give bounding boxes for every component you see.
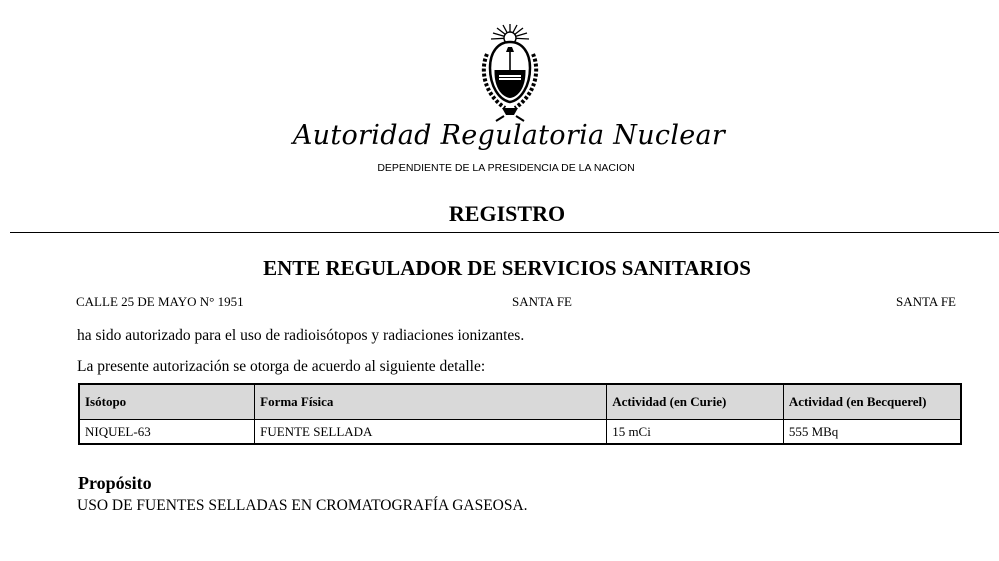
document-title: REGISTRO [448, 201, 566, 226]
column-header-isotope: Isótopo [79, 384, 255, 420]
holder-province: SANTA FE [896, 294, 956, 309]
column-header-activity-curie: Actividad (en Curie) [607, 384, 784, 420]
table-header-row [79, 384, 961, 420]
holder-name: ENTE REGULADOR DE SERVICIOS SANITARIOS [263, 256, 751, 280]
agency-name: Autoridad Regulatoria Nuclear [292, 120, 726, 151]
argentine-coat-of-arms-icon [472, 22, 548, 122]
table-row [79, 420, 961, 445]
purpose-text: USO DE FUENTES SELLADAS EN CROMATOGRAFÍA GASEOSA. [77, 497, 528, 514]
cell-physical-form: FUENTE SELLADA [255, 420, 607, 445]
title-divider [10, 232, 999, 233]
agency-subtitle: DEPENDIENTE DE LA PRESIDENCIA DE LA NACION [377, 162, 635, 174]
column-header-physical-form: Forma Física [255, 384, 607, 420]
cell-isotope: NIQUEL-63 [79, 420, 255, 445]
authorization-text: ha sido autorizado para el uso de radioisótopos y radiaciones ionizantes. [77, 327, 525, 344]
cell-activity-becquerel: 555 MBq [783, 420, 961, 445]
cell-activity-curie: 15 mCi [607, 420, 784, 445]
holder-street: CALLE 25 DE MAYO N° 1951 [76, 294, 244, 309]
purpose-heading: Propósito [78, 473, 152, 493]
detail-intro: La presente autorización se otorga de acuerdo al siguiente detalle: [77, 358, 486, 375]
holder-city: SANTA FE [512, 294, 572, 309]
column-header-activity-becquerel: Actividad (en Becquerel) [783, 384, 961, 420]
isotope-detail-table [78, 383, 962, 445]
